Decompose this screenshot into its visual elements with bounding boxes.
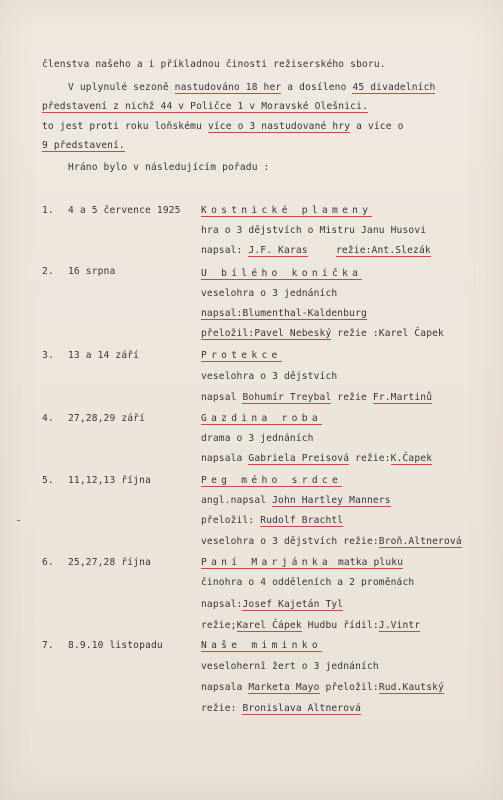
item-2-date: 16 srpna — [68, 266, 116, 277]
item-2-title: U bílého koníčka — [201, 268, 363, 279]
item-1-desc: hra o 3 dějstvích o Mistru Janu Husovi — [201, 225, 427, 236]
item-7-title: Naše miminko — [201, 640, 322, 651]
item-3-date: 13 a 14 září — [68, 350, 140, 361]
item-7-number: 7. — [42, 640, 54, 651]
item-6-number: 6. — [42, 557, 54, 568]
item-4-title: Gazdina roba — [201, 413, 322, 424]
item-4-date: 27,28,29 září — [68, 413, 146, 424]
item-6-credits: režie;Karel Čápek Hudbu řídil:J.Vintr — [201, 620, 421, 631]
item-1-credits: napsal: J.F. Karas — [201, 245, 308, 256]
intro-line-4: to jest proti roku loňskému více o 3 nastudované hry a více o — [42, 121, 404, 132]
item-6-author: napsal:Josef Kajetán Tyl — [201, 599, 344, 610]
item-6-title: Paní Marjánka matka pluku — [201, 557, 404, 568]
item-5-credits: veselohra o 3 dějstvích režie:Broň.Altnerová — [201, 536, 462, 547]
item-1-date: 4 a 5 července 1925 — [68, 205, 181, 216]
item-1-number: 1. — [42, 205, 54, 216]
item-5-date: 11,12,13 října — [68, 475, 151, 486]
item-3-title: Protekce — [201, 350, 282, 361]
item-3-desc: veselohra o 3 dějstvích — [201, 371, 338, 382]
intro-line-1: členstva našeho a i příkladnou činosti režiserského sboru. — [42, 59, 386, 70]
intro-line-3: představení z nichž 44 v Poličce 1 v Moravské Olešnici. — [42, 101, 368, 112]
item-7-desc: veselohernî žert o 3 jednáních — [201, 661, 379, 672]
item-2-desc: veselohra o 3 jednáních — [201, 288, 338, 299]
item-7-date: 8.9.10 listopadu — [68, 640, 163, 651]
item-4-desc: drama o 3 jednáních — [201, 433, 314, 444]
item-7-credits: napsala Marketa Mayo přeložil:Rud.Kautský — [201, 682, 444, 693]
intro-line-6: Hráno bylo v následujícím pořadu : — [68, 162, 270, 173]
item-6-date: 25,27,28 října — [68, 557, 151, 568]
item-5-number: 5. — [42, 475, 54, 486]
item-5-translator: přeložil: Rudolf Brachtl — [201, 515, 344, 526]
item-5-author: angl.napsal John Hartley Manners — [201, 495, 391, 506]
intro-line-5: 9 představení. — [42, 140, 125, 151]
item-4-credits: napsala Gabriela Preisová režie:K.Čapek — [201, 453, 433, 464]
item-2-author: napsal:Blumenthal-Kaldenburg — [201, 308, 367, 319]
item-1-director: režie:Ant.Slezák — [336, 245, 431, 256]
margin-mark — [17, 520, 20, 521]
item-7-director: režie: Bronislava Altnerová — [201, 703, 362, 714]
item-5-title: Peg mého srdce — [201, 475, 343, 486]
item-2-number: 2. — [42, 266, 54, 277]
item-3-credits: napsal Bohumír Treybal režie Fr.Martinů — [201, 392, 433, 403]
item-3-number: 3. — [42, 350, 54, 361]
item-6-desc: činohra o 4 odděleních a 2 proměnách — [201, 577, 415, 588]
item-4-number: 4. — [42, 413, 54, 424]
item-1-title: Kostnické plameny — [201, 205, 373, 216]
item-2-credits: přeložil:Pavel Nebeský režie :Karel Čapek — [201, 328, 444, 339]
intro-line-2: V uplynulé sezoně nastudováno 18 her a dosíleno 45 divadelních — [68, 82, 436, 93]
